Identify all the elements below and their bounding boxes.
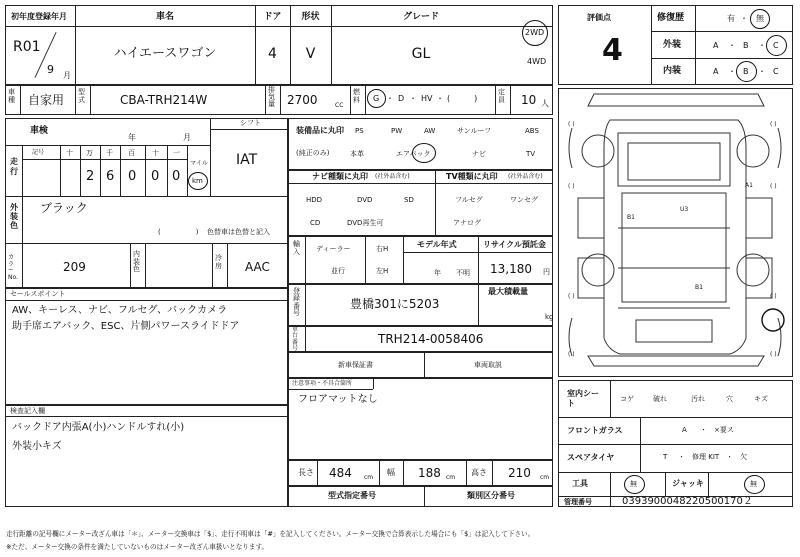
tools-value: 無 xyxy=(630,480,637,488)
first-reg-month: 9 xyxy=(47,63,54,76)
damage-mark: B1 xyxy=(627,214,635,221)
mileage-digit: 0 xyxy=(172,169,181,184)
inspection-label: 車検 xyxy=(30,126,49,136)
usage-value: 自家用 xyxy=(28,93,65,107)
drive-4wd: 4WD xyxy=(527,57,547,66)
recycle-value: 13,180 xyxy=(490,262,532,276)
ac-value: AAC xyxy=(245,260,270,274)
chassis-value: TRH214-0058406 xyxy=(378,332,484,346)
car-name-label: 車名 xyxy=(155,12,174,22)
model-value: CBA-TRH214W xyxy=(120,93,208,107)
footer-note: 走行距離の記号欄にメーター改ざん車は「＊」、メーター交換車は「$」、走行不明車は「#」を記入してください。メーター交換で合算表示した場合にも「$」は記入して下さい。 xyxy=(6,530,535,538)
score-label: 評価点 xyxy=(587,13,611,22)
interior-grade: B xyxy=(743,67,749,76)
svg-text:( ): ( ) xyxy=(770,351,777,358)
registration-value: 豊橋301に5203 xyxy=(350,297,440,311)
door-label: ドア xyxy=(263,12,282,22)
grade-value: GL xyxy=(411,46,431,62)
mileage-digit: 2 xyxy=(86,169,95,184)
first-reg-year: R01 xyxy=(13,39,41,55)
svg-text:( ): ( ) xyxy=(770,183,777,190)
capacity-value: 10 xyxy=(521,93,537,107)
displacement-value: 2700 xyxy=(287,93,318,107)
color-no-value: 209 xyxy=(63,260,86,274)
first-reg-label: 初年度登録年月 xyxy=(11,12,67,21)
color-value: ブラック xyxy=(40,201,88,215)
svg-text:( ): ( ) xyxy=(568,293,575,300)
svg-text:( ): ( ) xyxy=(568,121,575,128)
mileage-digit: 0 xyxy=(151,169,160,184)
damage-mark: B1 xyxy=(695,284,703,291)
score-value: 4 xyxy=(602,33,623,68)
jack-value: 無 xyxy=(750,480,757,488)
car-name: ハイエースワゴン xyxy=(113,46,217,61)
width-value: 188 xyxy=(418,466,441,480)
car-diagram xyxy=(558,88,793,377)
door-value: 4 xyxy=(268,46,277,62)
inspector-line: 外装小キズ xyxy=(12,441,62,452)
mileage-unit: km xyxy=(192,177,203,185)
height-value: 210 xyxy=(508,466,531,480)
grade-label: グレード xyxy=(402,12,439,22)
notes-box xyxy=(288,378,553,460)
drive-2wd: 2WD xyxy=(525,28,545,37)
sales-point-line: 助手席エアバック、ESC、片側パワースライドドア xyxy=(12,321,240,332)
mileage-digit: 0 xyxy=(128,169,137,184)
shift-value: IAT xyxy=(236,152,258,168)
warranty-box xyxy=(288,352,553,378)
svg-text:( ): ( ) xyxy=(770,121,777,128)
svg-text:( ): ( ) xyxy=(568,183,575,190)
inspector-box xyxy=(5,405,288,507)
repair-no: 無 xyxy=(756,14,764,23)
sales-point-line: AW、キーレス、ナビ、フルセグ、バックカメラ xyxy=(12,305,228,316)
equip-airbag: エアバック xyxy=(396,150,431,158)
inspector-line: バックドア内張A(小)ハンドルすれ(小) xyxy=(12,422,185,433)
svg-text:( ): ( ) xyxy=(568,351,575,358)
shape-value: V xyxy=(305,46,316,62)
damage-mark: U3 xyxy=(680,206,689,213)
length-value: 484 xyxy=(329,466,352,480)
damage-mark: A1 xyxy=(745,182,753,189)
notes-value: フロアマットなし xyxy=(298,394,378,405)
mileage-digit: 6 xyxy=(106,169,115,184)
auction-sheet: 初年度登録年月 R01 9 月 車名 ハイエースワゴン ドア 4 形状 V グレード GL 2WD 4WD 評価点 4 修復歴 有 ・ 無 外装 A ・ B ・ C 内装 A ・ B ・ C 車種 自家用 型式 CBA-TRH214W 排気量 2700 CC 燃料 G ・ D ・ HV ・ ( ) 定員 10 人 車検 年 月 シフト IAT 走行 記号 十 万 千 百 十 一 2 6 0 0 0 マイル km 外装色 ブラック ( ) 色替車は色替と記入 カラーNo. 209 内装色 冷房 AAC セールスポイント AW、キーレス、ナビ、フルセグ、バックカメラ 助手席エアバック、ESC、片側パワースライドドア 検査記入欄 バックドア内張A(小)ハンドルすれ(小) 外装小キズ 装備品に丸印 (純正のみ) PS PW AW サンルーフ ABS 本革 エアバック ナビ TV ナビ種類に丸印 (社外品含む) TV種類に丸印 (社外品含む) HDD DVD SD CD DVD再生可 フルセグ ワンセグ アナログ 輸入 ディーラー 並行 右H 左H モデル年式 年 不明 リサイクル預託金 13,180 円 登録番号 豊橋301に5203 最大積載量 kg 車台番号 TRH214-0058406 新車保証書 車両取説 注意事項・不具合箇所 フロアマットなし 長さ 484 cm 幅 188 cm 高さ 210 cm 型式指定番号 類別区分番号 ( ) ( ) ( ) ( ) ( ) ( ) ( ) ( ) A1 B1 U3 B1 室内シート コゲ 破れ 汚れ 穴 キズ フロントガラス A ・ ×要ス スペアタイヤ T ・ 修理 KIT ・ 欠 工具 無 ジャッキ 無 管理番号 0393900048220500170２ 走行距離の記号欄にメーター改ざん車は「＊」、メーター交換車は「$」、走行不明車は「#」を記入してください。メーター交換で合算表示した場合にも「$」は記入して下さい。 ※ただ、メーター交換の条件を満たしていないものはメーター改ざん車扱いとなります。 xyxy=(0,0,800,557)
fuel-value: G xyxy=(373,94,380,103)
exterior-grade: C xyxy=(773,41,779,50)
management-value: 0393900048220500170２ xyxy=(622,496,753,507)
footer-note: ※ただ、メーター交換の条件を満たしていないものはメーター改ざん車扱いとなります。 xyxy=(6,543,269,551)
shape-label: 形状 xyxy=(301,12,320,22)
svg-text:( ): ( ) xyxy=(770,293,777,300)
